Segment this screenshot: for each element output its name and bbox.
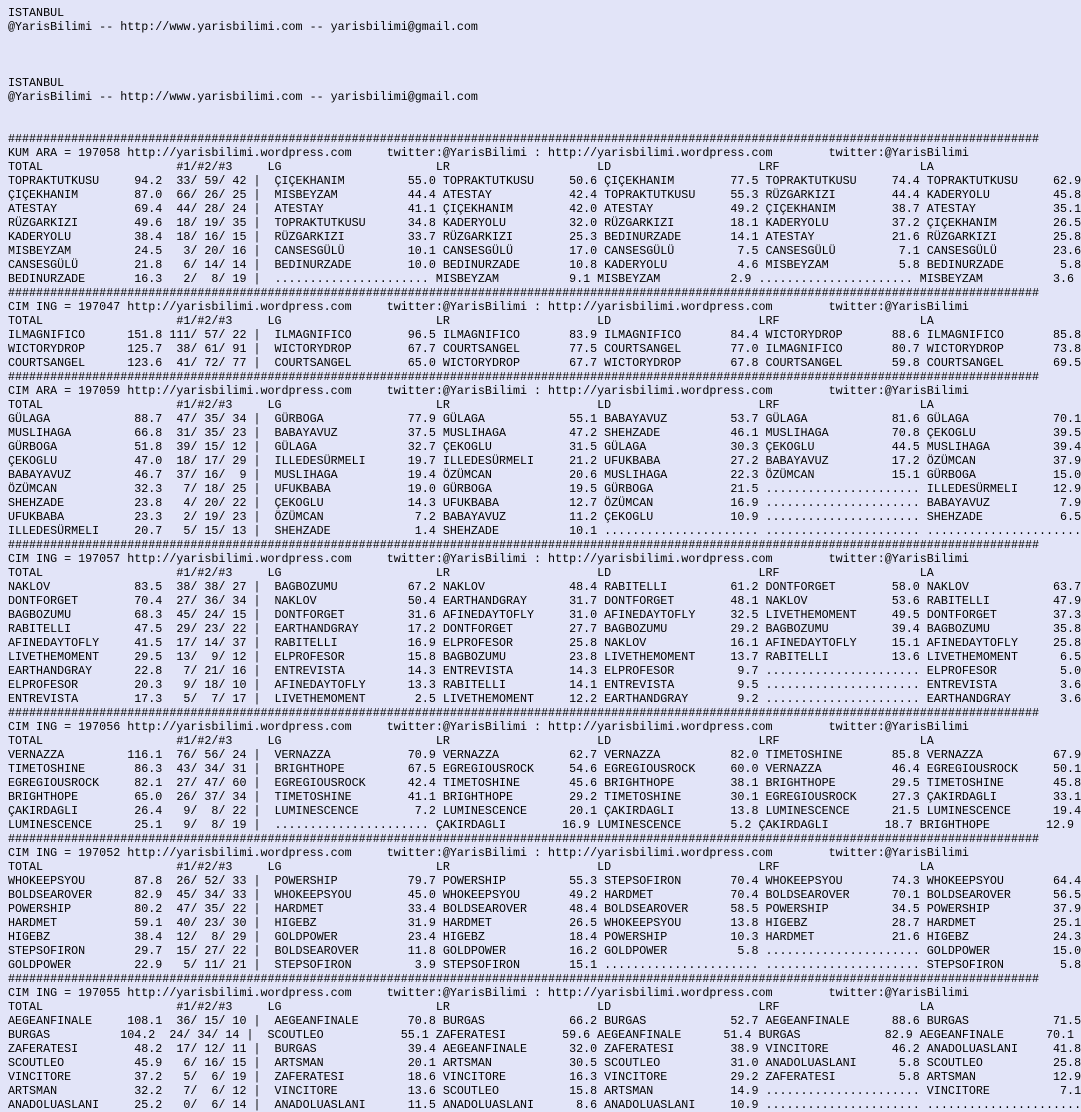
separator-line: ################################################################################################################################################### bbox=[8, 972, 1040, 986]
column-header: TOTAL #1/#2/#3 LG LR LD LRF LA bbox=[8, 566, 934, 580]
column-header: TOTAL #1/#2/#3 LG LR LD LRF LA bbox=[8, 314, 934, 328]
table-row: BRIGHTHOPE 65.0 26/ 37/ 34 | TIMETOSHINE 41.1 BRIGHTHOPE 29.2 TIMETOSHINE 30.1 EGREGIOUSROCK 27.3 ÇAKIRDAGLI 33.1 bbox=[8, 790, 1081, 804]
table-row: STEPSOFIRON 29.7 15/ 27/ 22 | BOLDSEAROVER 11.8 GOLDPOWER 16.2 GOLDPOWER 5.8 ...................... GOLDPOWER 15.0 bbox=[8, 944, 1081, 958]
column-header: TOTAL #1/#2/#3 LG LR LD LRF LA bbox=[8, 1000, 934, 1014]
table-row: NAKLOV 83.5 38/ 38/ 27 | BAGBOZUMU 67.2 NAKLOV 48.4 RABITELLI 61.2 DONTFORGET 58.0 NAKLOV 63.7 bbox=[8, 580, 1081, 594]
header-line bbox=[8, 48, 1080, 62]
race-title: CIM ING = 197052 http://yarisbilimi.wordpress.com twitter:@YarisBilimi : http://yarisbilimi.wordpress.com twitter:@YarisBilimi bbox=[8, 846, 969, 860]
table-row: WHOKEEPSYOU 87.8 26/ 52/ 33 | POWERSHIP 79.7 POWERSHIP 55.3 STEPSOFIRON 70.4 WHOKEEPSYOU 74.3 WHOKEEPSYOU 64.4 bbox=[8, 874, 1081, 888]
table-row: ÇEKOGLU 47.0 18/ 17/ 29 | ILLEDESÜRMELI 19.7 ILLEDESÜRMELI 21.2 UFUKBABA 27.2 BABAYAVUZ 17.2 ÖZÜMCAN 37.9 bbox=[8, 454, 1081, 468]
table-row: POWERSHIP 80.2 47/ 35/ 22 | HARDMET 33.4 BOLDSEAROVER 48.4 BOLDSEAROVER 58.5 POWERSHIP 34.5 POWERSHIP 37.9 bbox=[8, 902, 1081, 916]
table-row: TIMETOSHINE 86.3 43/ 34/ 31 | BRIGHTHOPE 67.5 EGREGIOUSROCK 54.6 EGREGIOUSROCK 60.0 VERNAZZA 46.4 EGREGIOUSROCK 50.1 bbox=[8, 762, 1081, 776]
separator-line: ################################################################################################################################################### bbox=[8, 132, 1040, 146]
table-row: MUSLIHAGA 66.8 31/ 35/ 23 | BABAYAVUZ 37.5 MUSLIHAGA 47.2 SHEHZADE 46.1 MUSLIHAGA 70.8 ÇEKOGLU 39.5 bbox=[8, 426, 1081, 440]
header-line bbox=[8, 118, 1080, 132]
table-row: VERNAZZA 116.1 76/ 56/ 24 | VERNAZZA 70.9 VERNAZZA 62.7 VERNAZZA 82.0 TIMETOSHINE 85.8 VERNAZZA 67.9 bbox=[8, 748, 1081, 762]
table-row: ZAFERATESI 48.2 17/ 12/ 11 | BURGAS 39.4 AEGEANFINALE 32.0 ZAFERATESI 38.9 VINCITORE 46.2 ANADOLUASLANI 41.8 bbox=[8, 1042, 1081, 1056]
table-row: DONTFORGET 70.4 27/ 36/ 34 | NAKLOV 50.4 EARTHANDGRAY 31.7 DONTFORGET 48.1 NAKLOV 53.6 RABITELLI 47.9 bbox=[8, 594, 1081, 608]
header-line bbox=[8, 104, 1080, 118]
table-row: GOLDPOWER 22.9 5/ 11/ 21 | STEPSOFIRON 3.9 STEPSOFIRON 15.1 ...................... ...................... STEPSOFIRON 5.8 bbox=[8, 958, 1081, 972]
header-line: ISTANBUL bbox=[8, 6, 65, 20]
table-row: ILLEDESÜRMELI 20.7 5/ 15/ 13 | SHEHZADE 1.4 SHEHZADE 10.1 ...................... ...................... ...................... bbox=[8, 524, 1081, 538]
race-title: CIM ING = 197047 http://yarisbilimi.wordpress.com twitter:@YarisBilimi : http://yarisbilimi.wordpress.com twitter:@YarisBilimi bbox=[8, 300, 969, 314]
separator-line: ################################################################################################################################################### bbox=[8, 706, 1040, 720]
table-row: ÇIÇEKHANIM 87.0 66/ 26/ 25 | MISBEYZAM 44.4 ATESTAY 42.4 TOPRAKTUTKUSU 55.3 RÜZGARKIZI 44.4 KADERYOLU 45.8 bbox=[8, 188, 1081, 202]
table-row: UFUKBABA 23.3 2/ 19/ 23 | ÖZÜMCAN 7.2 BABAYAVUZ 11.2 ÇEKOGLU 10.9 ...................... SHEHZADE 6.5 bbox=[8, 510, 1081, 524]
race-title: CIM ING = 197057 http://yarisbilimi.wordpress.com twitter:@YarisBilimi : http://yarisbilimi.wordpress.com twitter:@YarisBilimi bbox=[8, 552, 969, 566]
table-row: CANSESGÜLÜ 21.8 6/ 14/ 14 | BEDINURZADE 10.0 BEDINURZADE 10.8 KADERYOLU 4.6 MISBEYZAM 5.8 BEDINURZADE 5.8 bbox=[8, 258, 1081, 272]
header-line: ISTANBUL bbox=[8, 76, 65, 90]
table-row: VINCITORE 37.2 5/ 6/ 19 | ZAFERATESI 18.6 VINCITORE 16.3 VINCITORE 29.2 ZAFERATESI 5.8 ARTSMAN 12.9 bbox=[8, 1070, 1081, 1084]
table-row: RABITELLI 47.5 29/ 23/ 22 | EARTHANDGRAY 17.2 DONTFORGET 27.7 BAGBOZUMU 29.2 BAGBOZUMU 39.4 BAGBOZUMU 35.8 bbox=[8, 622, 1081, 636]
race-title: CIM ING = 197056 http://yarisbilimi.wordpress.com twitter:@YarisBilimi : http://yarisbilimi.wordpress.com twitter:@YarisBilimi bbox=[8, 720, 969, 734]
table-row: AFINEDAYTOFLY 41.5 17/ 14/ 37 | RABITELLI 16.9 ELPROFESOR 25.8 NAKLOV 16.1 AFINEDAYTOFLY 15.1 AFINEDAYTOFLY 25.8 bbox=[8, 636, 1081, 650]
header-line bbox=[8, 62, 1080, 76]
table-row: GÜLAGA 88.7 47/ 35/ 34 | GÜRBOGA 77.9 GÜLAGA 55.1 BABAYAVUZ 53.7 GÜLAGA 81.6 GÜLAGA 70.1 bbox=[8, 412, 1081, 426]
separator-line: ################################################################################################################################################### bbox=[8, 832, 1040, 846]
table-row: ELPROFESOR 20.3 9/ 18/ 10 | AFINEDAYTOFLY 13.3 RABITELLI 14.1 ENTREVISTA 9.5 ...................... ENTREVISTA 3.6 bbox=[8, 678, 1081, 692]
race-title: CIM ING = 197055 http://yarisbilimi.wordpress.com twitter:@YarisBilimi : http://yarisbilimi.wordpress.com twitter:@YarisBilimi bbox=[8, 986, 969, 1000]
table-row: HIGEBZ 38.4 12/ 8/ 29 | GOLDPOWER 23.4 HIGEBZ 18.4 POWERSHIP 10.3 HARDMET 21.6 HIGEBZ 24.3 bbox=[8, 930, 1081, 944]
separator-line: ################################################################################################################################################### bbox=[8, 370, 1040, 384]
column-header: TOTAL #1/#2/#3 LG LR LD LRF LA bbox=[8, 860, 934, 874]
column-header: TOTAL #1/#2/#3 LG LR LD LRF LA bbox=[8, 398, 934, 412]
separator-line: ################################################################################################################################################### bbox=[8, 286, 1040, 300]
table-row: HARDMET 59.1 40/ 23/ 30 | HIGEBZ 31.9 HARDMET 26.5 WHOKEEPSYOU 13.8 HIGEBZ 28.7 HARDMET 25.1 bbox=[8, 916, 1081, 930]
table-row: ÖZÜMCAN 32.3 7/ 18/ 25 | UFUKBABA 19.0 GÜRBOGA 19.5 GÜRBOGA 21.5 ...................... ILLEDESÜRMELI 12.9 bbox=[8, 482, 1081, 496]
table-row: BAGBOZUMU 68.3 45/ 24/ 15 | DONTFORGET 31.6 AFINEDAYTOFLY 31.0 AFINEDAYTOFLY 32.5 LIVETHEMOMENT 49.5 DONTFORGET 37.3 bbox=[8, 608, 1081, 622]
table-row: KADERYOLU 38.4 18/ 16/ 15 | RÜZGARKIZI 33.7 RÜZGARKIZI 25.3 BEDINURZADE 14.1 ATESTAY 21.6 RÜZGARKIZI 25.8 bbox=[8, 230, 1081, 244]
table-row: LIVETHEMOMENT 29.5 13/ 9/ 12 | ELPROFESOR 15.8 BAGBOZUMU 23.8 LIVETHEMOMENT 13.7 RABITELLI 13.6 LIVETHEMOMENT 6.5 bbox=[8, 650, 1081, 664]
table-row: ATESTAY 69.4 44/ 28/ 24 | ATESTAY 41.1 ÇIÇEKHANIM 42.0 ATESTAY 49.2 ÇIÇEKHANIM 38.7 ATESTAY 35.1 bbox=[8, 202, 1081, 216]
table-row: WICTORYDROP 125.7 38/ 61/ 91 | WICTORYDROP 67.7 COURTSANGEL 77.5 COURTSANGEL 77.0 ILMAGNIFICO 80.7 WICTORYDROP 73.8 bbox=[8, 342, 1081, 356]
header-line bbox=[8, 34, 1080, 48]
separator-line: ################################################################################################################################################### bbox=[8, 538, 1040, 552]
table-row: BOLDSEAROVER 82.9 45/ 34/ 33 | WHOKEEPSYOU 45.0 WHOKEEPSYOU 49.2 HARDMET 70.4 BOLDSEAROVER 70.1 BOLDSEAROVER 56.5 bbox=[8, 888, 1081, 902]
table-row: ENTREVISTA 17.3 5/ 7/ 17 | LIVETHEMOMENT 2.5 LIVETHEMOMENT 12.2 EARTHANDGRAY 9.2 ...................... EARTHANDGRAY 3.6 bbox=[8, 692, 1081, 706]
race-title: CIM ARA = 197059 http://yarisbilimi.wordpress.com twitter:@YarisBilimi : http://yarisbilimi.wordpress.com twitter:@YarisBilimi bbox=[8, 384, 969, 398]
table-row: EARTHANDGRAY 22.8 7/ 21/ 16 | ENTREVISTA 14.3 ENTREVISTA 14.3 ELPROFESOR 9.7 ...................... ELPROFESOR 5.0 bbox=[8, 664, 1081, 678]
column-header: TOTAL #1/#2/#3 LG LR LD LRF LA bbox=[8, 160, 934, 174]
table-row: SCOUTLEO 45.9 6/ 16/ 15 | ARTSMAN 20.1 ARTSMAN 30.5 SCOUTLEO 31.0 ANADOLUASLANI 5.8 SCOUTLEO 25.8 bbox=[8, 1056, 1081, 1070]
header-line: @YarisBilimi -- http://www.yarisbilimi.com -- yarisbilimi@gmail.com bbox=[8, 90, 478, 104]
table-row: GÜRBOGA 51.8 39/ 15/ 12 | GÜLAGA 32.7 ÇEKOGLU 31.5 GÜLAGA 30.3 ÇEKOGLU 44.5 MUSLIHAGA 39.4 bbox=[8, 440, 1081, 454]
table-row: COURTSANGEL 123.6 41/ 72/ 77 | COURTSANGEL 65.0 WICTORYDROP 67.7 WICTORYDROP 67.8 COURTSANGEL 59.8 COURTSANGEL 69.5 bbox=[8, 356, 1081, 370]
table-row: BEDINURZADE 16.3 2/ 8/ 19 | ...................... MISBEYZAM 9.1 MISBEYZAM 2.9 ...................... MISBEYZAM 3.6 bbox=[8, 272, 1075, 286]
table-row: ANADOLUASLANI 25.2 0/ 6/ 14 | ANADOLUASLANI 11.5 ANADOLUASLANI 8.6 ANADOLUASLANI 10.9 ...................... ...................... bbox=[8, 1098, 1081, 1112]
table-row: TOPRAKTUTKUSU 94.2 33/ 59/ 42 | ÇIÇEKHANIM 55.0 TOPRAKTUTKUSU 50.6 ÇIÇEKHANIM 77.5 TOPRAKTUTKUSU 74.4 TOPRAKTUTKUSU 62.9 bbox=[8, 174, 1081, 188]
table-row: ILMAGNIFICO 151.8 111/ 57/ 22 | ILMAGNIFICO 96.5 ILMAGNIFICO 83.9 ILMAGNIFICO 84.4 WICTORYDROP 88.6 ILMAGNIFICO 85.8 bbox=[8, 328, 1081, 342]
column-header: TOTAL #1/#2/#3 LG LR LD LRF LA bbox=[8, 734, 934, 748]
table-row: BURGAS 104.2 24/ 34/ 14 | SCOUTLEO 55.1 ZAFERATESI 59.6 AEGEANFINALE 51.4 BURGAS 82.9 AEGEANFINALE 70.1 bbox=[8, 1028, 1075, 1042]
table-row: MISBEYZAM 24.5 3/ 20/ 16 | CANSESGÜLÜ 10.1 CANSESGÜLÜ 17.0 CANSESGÜLÜ 7.5 CANSESGÜLÜ 7.1 CANSESGÜLÜ 23.6 bbox=[8, 244, 1081, 258]
table-row: RÜZGARKIZI 49.6 18/ 19/ 35 | TOPRAKTUTKUSU 34.8 KADERYOLU 32.0 RÜZGARKIZI 18.1 KADERYOLU 37.2 ÇIÇEKHANIM 26.5 bbox=[8, 216, 1081, 230]
table-row: ARTSMAN 32.2 7/ 6/ 12 | VINCITORE 13.6 SCOUTLEO 15.8 ARTSMAN 14.9 ...................... VINCITORE 7.1 bbox=[8, 1084, 1081, 1098]
table-row: AEGEANFINALE 108.1 36/ 15/ 10 | AEGEANFINALE 70.8 BURGAS 66.2 BURGAS 52.7 AEGEANFINALE 88.6 BURGAS 71.5 bbox=[8, 1014, 1081, 1028]
table-row: LUMINESCENCE 25.1 9/ 8/ 19 | ...................... ÇAKIRDAGLI 16.9 LUMINESCENCE 5.2 ÇAKIRDAGLI 18.7 BRIGHTHOPE 12.9 bbox=[8, 818, 1075, 832]
race-title: KUM ARA = 197058 http://yarisbilimi.wordpress.com twitter:@YarisBilimi : http://yarisbilimi.wordpress.com twitter:@YarisBilimi bbox=[8, 146, 969, 160]
table-row: ÇAKIRDAGLI 26.4 9/ 8/ 22 | LUMINESCENCE 7.2 LUMINESCENCE 20.1 ÇAKIRDAGLI 13.8 LUMINESCENCE 21.5 LUMINESCENCE 19.4 bbox=[8, 804, 1081, 818]
table-row: EGREGIOUSROCK 82.1 27/ 47/ 60 | EGREGIOUSROCK 42.4 TIMETOSHINE 45.6 BRIGHTHOPE 38.1 BRIGHTHOPE 29.5 TIMETOSHINE 45.8 bbox=[8, 776, 1081, 790]
header-line: @YarisBilimi -- http://www.yarisbilimi.com -- yarisbilimi@gmail.com bbox=[8, 20, 478, 34]
table-row: SHEHZADE 23.8 4/ 20/ 22 | ÇEKOGLU 14.3 UFUKBABA 12.7 ÖZÜMCAN 16.9 ...................... BABAYAVUZ 7.9 bbox=[8, 496, 1081, 510]
table-row: BABAYAVUZ 46.7 37/ 16/ 9 | MUSLIHAGA 19.4 ÖZÜMCAN 20.6 MUSLIHAGA 22.3 ÖZÜMCAN 15.1 GÜRBOGA 15.0 bbox=[8, 468, 1081, 482]
